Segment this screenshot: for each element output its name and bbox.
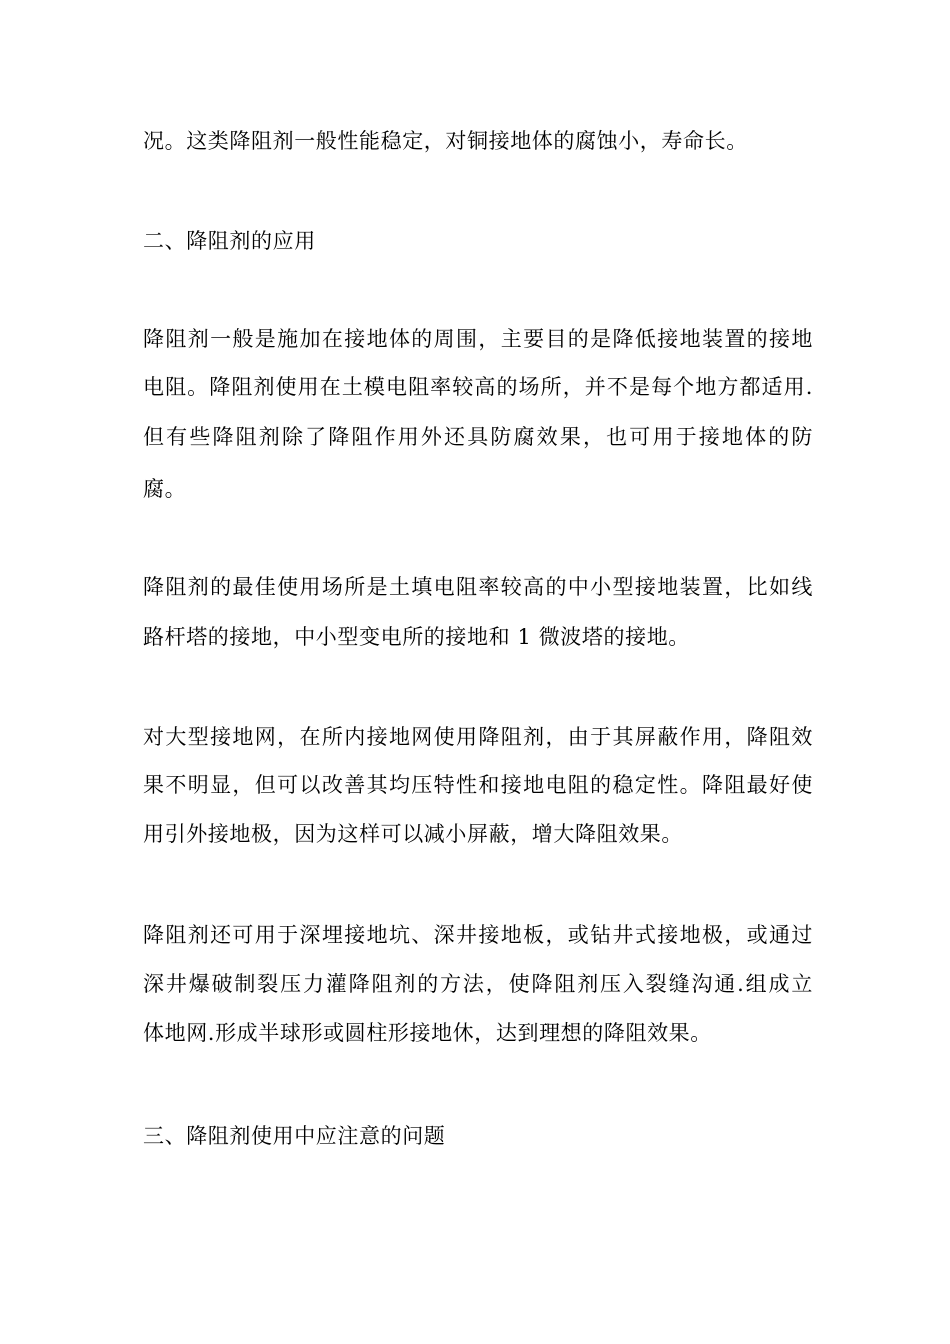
paragraph-line: 体地网.形成半球形或圆柱形接地休，达到理想的降阻效果。 [143,1021,712,1045]
paragraph-line: 果不明显，但可以改善其均压特性和接地电阻的稳定性。降阻最好使 [143,773,813,797]
section-heading: 二、降阻剂的应用 [143,229,316,253]
paragraph-line: 腐。 [143,477,187,501]
paragraph-line: 用引外接地极，因为这样可以减小屏蔽，增大降阻效果。 [143,822,683,846]
paragraph-line: 深井爆破制裂压力灌降阻剂的方法，使降阻剂压入裂缝沟通.组成立 [143,972,813,996]
paragraph-line: 降阻剂的最佳使用场所是土填电阻率较高的中小型接地装置，比如线 [143,575,813,599]
paragraph-line: 降阻剂还可用于深埋接地坑、深井接地板，或钻井式接地极，或通过 [143,923,813,947]
paragraph-line: 对大型接地网，在所内接地网使用降阻剂，由于其屏蔽作用，降阻效 [143,725,813,749]
section-heading: 三、降阻剂使用中应注意的问题 [143,1124,446,1148]
paragraph-line: 降阻剂一般是施加在接地体的周围，主要目的是降低接地装置的接地 [143,327,813,351]
paragraph-line: 但有些降阻剂除了降阻作用外还具防腐效果，也可用于接地体的防 [143,425,813,449]
paragraph-line: 路杆塔的接地，中小型变电所的接地和 1 微波塔的接地。 [143,625,690,649]
paragraph-line: 电阻。降阻剂使用在土模电阻率较高的场所，并不是每个地方都适用. [143,375,813,399]
paragraph-line: 况。这类降阻剂一般性能稳定，对铜接地体的腐蚀小，寿命长。 [143,129,748,153]
